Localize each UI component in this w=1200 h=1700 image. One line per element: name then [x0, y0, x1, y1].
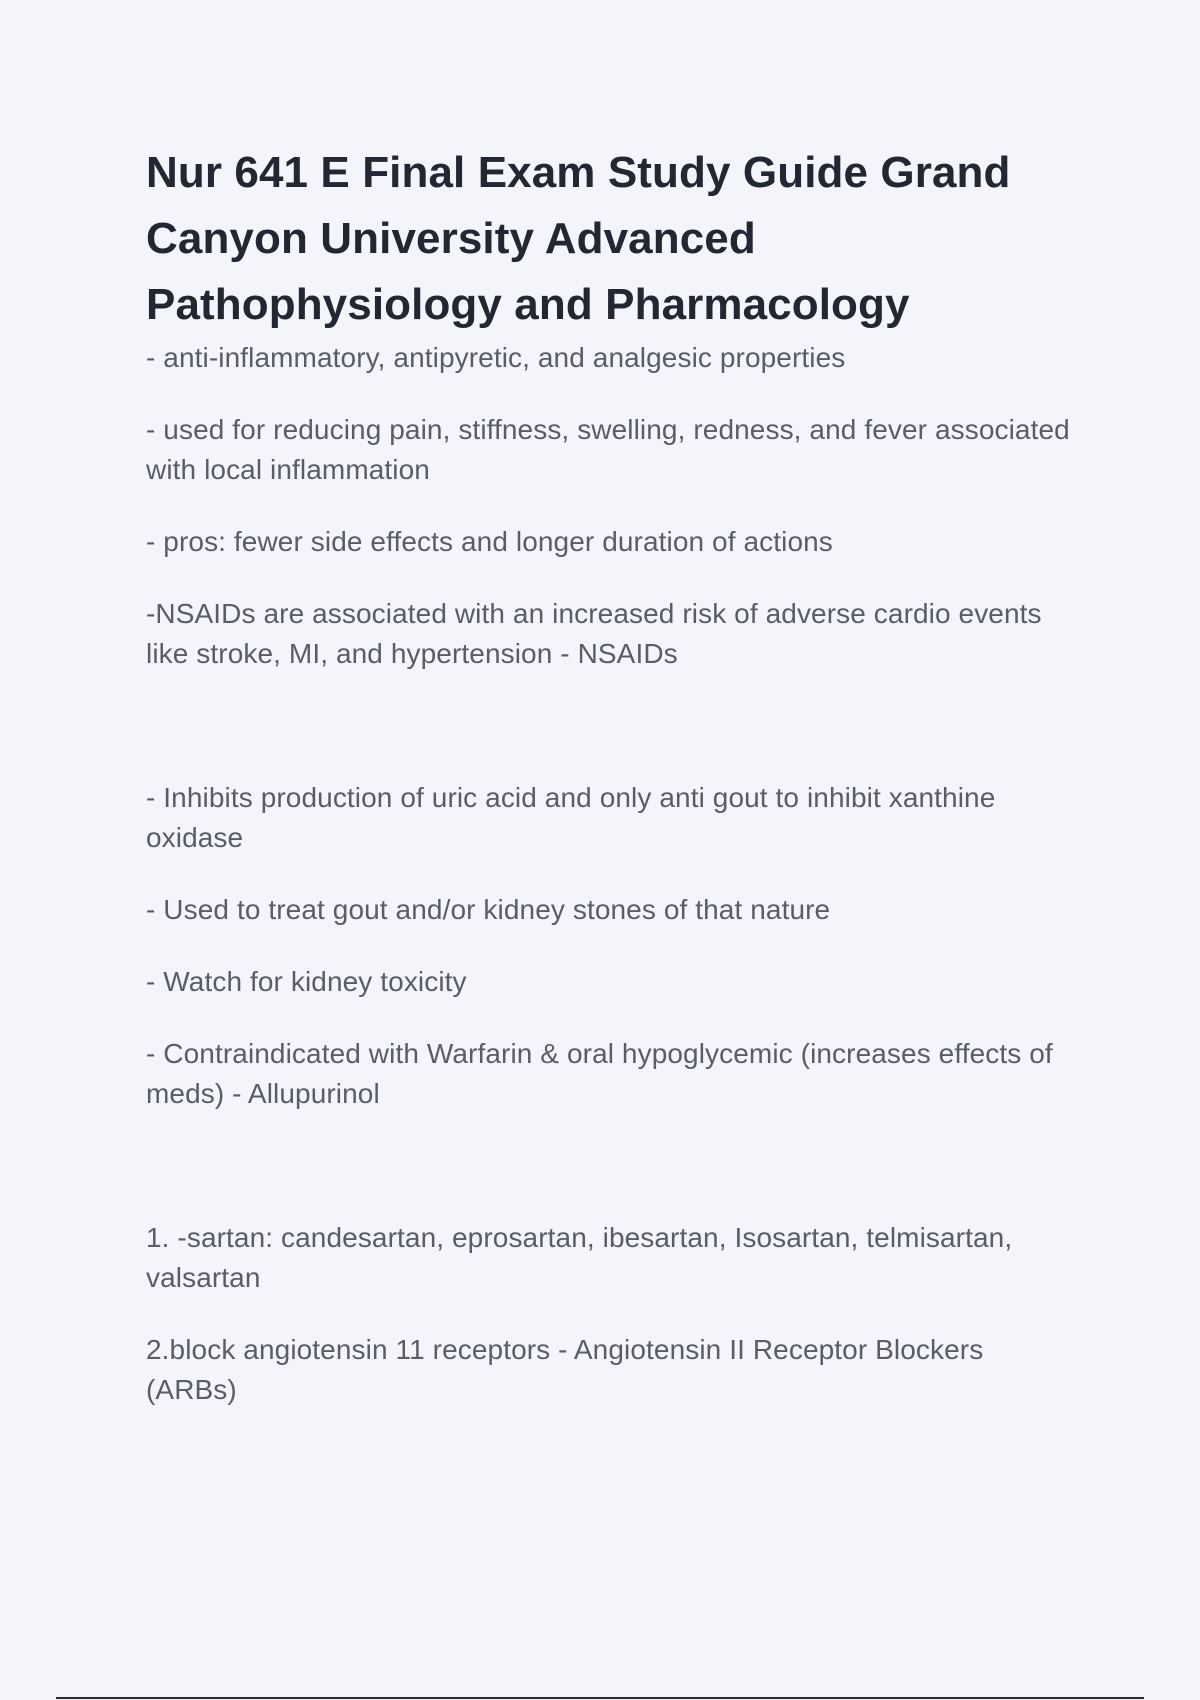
paragraph: - Contraindicated with Warfarin & oral hypoglycemic (increases effects of meds) - Allupurinol — [146, 1038, 1053, 1109]
document-title: Nur 641 E Final Exam Study Guide Grand Canyon University Advanced Pathophysiology and Pharmacology — [146, 148, 1011, 329]
paragraph: 1. -sartan: candesartan, eprosartan, ibesartan, Isosartan, telmisartan, valsartan — [146, 1222, 1013, 1293]
paragraph: - pros: fewer side effects and longer duration of actions — [146, 526, 833, 557]
section-allopurinol — [146, 778, 1076, 1114]
paragraph: - anti-inflammatory, antipyretic, and analgesic properties — [146, 342, 846, 373]
section-arbs — [146, 1218, 1076, 1410]
document-page — [146, 140, 1076, 1410]
paragraph: - Watch for kidney toxicity — [146, 966, 467, 997]
paragraph: -NSAIDs are associated with an increased risk of adverse cardio events like stroke, MI, and hypertension - NSAIDs — [146, 598, 1042, 669]
paragraph: 2.block angiotensin 11 receptors - Angiotensin II Receptor Blockers (ARBs) — [146, 1334, 984, 1405]
paragraph: - Used to treat gout and/or kidney stones of that nature — [146, 894, 831, 925]
paragraph: - Inhibits production of uric acid and only anti gout to inhibit xanthine oxidase — [146, 782, 996, 853]
page-bottom-divider — [56, 1697, 1144, 1699]
section-nsaids — [146, 338, 1076, 674]
paragraph: - used for reducing pain, stiffness, swelling, redness, and fever associated with local inflammation — [146, 414, 1070, 485]
